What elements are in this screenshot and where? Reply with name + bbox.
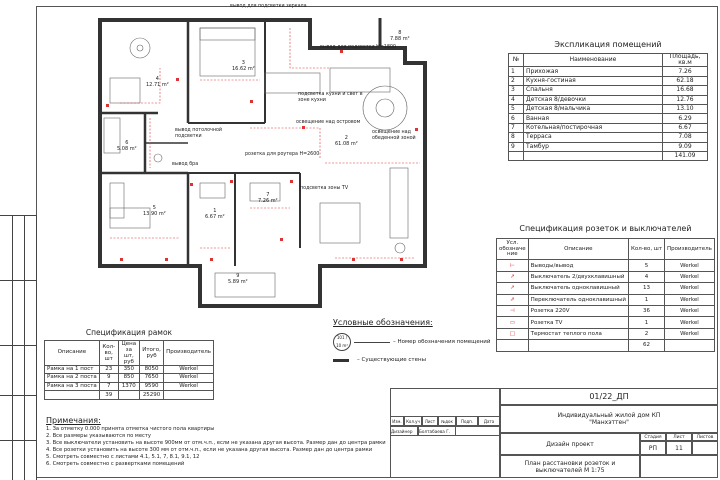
sheet-value: 11 <box>666 441 692 455</box>
table-total-row: 39 25290 <box>45 391 214 400</box>
room-tag: 7 7.26 m² <box>258 192 278 204</box>
stage-value: РП <box>640 441 666 455</box>
table-row: Рамка на 1 пост 23 350 8050 Werkel <box>45 365 214 374</box>
table-total-row <box>509 151 708 160</box>
table-row: 8 Терраса 7.08 <box>509 133 708 142</box>
room-number-symbol: 101 / 10 m² <box>333 333 351 351</box>
note-line: 6. Смотреть совместно с развертками помещений <box>46 461 185 467</box>
table-row: 2 Кухня-гостиная 62.18 <box>509 76 708 85</box>
table-row: Рамка на 2 поста 9 850 7650 Werkel <box>45 374 214 383</box>
outlet-label: розетка для роутера Н=2600 <box>245 152 320 157</box>
designer-role: Дизайнер <box>390 426 418 436</box>
room-tag: 2 61.08 m² <box>335 135 358 147</box>
title-block: Изм. Кол.уч Лист №док Подп. Дата Дизайнер Болтабаева Г. 01/22_ДП Индивидуальный жилой дом КП "Манхэттен" Дизайн проект Стадия Лист Листов РП 11 План расстановки розеток и выключателей М 1:75 <box>390 388 718 478</box>
room-tag: 1 6.67 m² <box>205 208 225 220</box>
table-total-row <box>497 340 715 351</box>
note-line: 1. За отметку 0.000 принята отметка чистого пола квартиры <box>46 426 215 432</box>
outlet-label: освещение над островом <box>296 120 361 125</box>
table-row: Рамка на 3 поста 7 1370 9590 Werkel <box>45 382 214 391</box>
outlet-label: вывод для подсветки Н=1800 <box>320 45 396 50</box>
table-row: ↗ Выключатель одноклавишный 13 Werkel <box>497 283 715 294</box>
notes-title: Примечания: <box>46 416 101 425</box>
table-row: ▭ Розетка TV 1 Werkel <box>497 317 715 328</box>
table-row: ⊢ Выводы/вывод 5 Werkel <box>497 260 715 271</box>
explication-total: 141.09 <box>663 151 708 160</box>
sheet-title: План расстановки розеток и выключателей М 1:75 <box>500 455 640 478</box>
table-row: □ Термостат теплого пола 2 Werkel <box>497 328 715 339</box>
explication-title: Экспликация помещений <box>554 40 662 50</box>
frames-table: Спецификация рамок Описание Кол-во, шт Цена за шт, руб Итого, руб Производитель Рамка на 1 пост 23 350 8050 Werkel Рамка на 2 поста 9 850 7650 Werkel Рамка на 3 поста 7 1370 9590 Werkel 39 25290 <box>44 327 214 400</box>
note-line: 2. Все размеры указываются по месту <box>46 433 151 439</box>
note-line: 4. Все розетки установить на высоте 300 мм от отм.ч.п., если не указана другая высота. Размер дан до центра рамки <box>46 447 373 453</box>
table-row: 9 Тамбур 9.09 <box>509 142 708 151</box>
legend <box>333 318 493 363</box>
table-row: 6 Ванная 6.29 <box>509 114 708 123</box>
room-tag: 9 5.89 m² <box>228 273 248 285</box>
room-tag: 6 5.08 m² <box>117 140 137 152</box>
table-row: 4 Детская 8/девочки 12.76 <box>509 95 708 104</box>
room-tag: 4 12.71 m² <box>146 76 169 88</box>
binding-strip <box>0 215 37 480</box>
project-name: Индивидуальный жилой дом КП "Манхэттен" <box>500 405 718 433</box>
sockets-table: Спецификация розеток и выключателей Усл. обозначе ние Описание Кол-во, шт Производитель ⊢ Выводы/вывод 5 Werkel ↗ Выключатель 2/двухклавишный 4 Werkel ↗ Выключатель одноклавишный 13 Werkel ⇗ Переключатель одноклавишный 1 Werkel ⊣ Розетка 220V 36 Werkel ▭ Розетка TV 1 Werkel □ Термостат теплого пола 2 Werkel 62 <box>496 222 715 352</box>
outlet-label: освещение над обеденной зоной <box>372 130 416 141</box>
table-row: ⊣ Розетка 220V 36 Werkel <box>497 305 715 316</box>
room-tag: 8 7.88 m² <box>390 30 410 42</box>
room-tag: 3 16.62 m² <box>232 60 255 72</box>
notes <box>46 417 396 468</box>
legend-item: 101 / 10 m² – Номер обозначения помещений <box>333 333 493 351</box>
floor-plan <box>90 8 510 313</box>
sockets-total: 62 <box>628 340 664 351</box>
table-row: 1 Прихожая 7.26 <box>509 67 708 76</box>
legend-item: – Существующие стены <box>333 357 493 363</box>
drawing-code: 01/22_ДП <box>500 388 718 405</box>
note-line: 5. Смотреть совместно с листами 4.1, 5.1, 7, 8.1, 9.1, 12 <box>46 454 200 460</box>
outlet-label: вывод для подсветки зеркала <box>230 4 307 9</box>
outlet-label: подсветка кухни и свет в зоне кухни <box>298 92 363 103</box>
stage-label: Дизайн проект <box>500 433 640 455</box>
note-line: 3. Все выключатели установить на высоте 900мм от отм.ч.п., если не указана другая высота. Размер дан до центра рамки <box>46 440 386 446</box>
table-row: 7 Котельная/постирочная 6.67 <box>509 123 708 132</box>
designer-name: Болтабаева Г. <box>418 426 456 436</box>
table-row: ↗ Выключатель 2/двухклавишный 4 Werkel <box>497 271 715 282</box>
table-row: ⇗ Переключатель одноклавишный 1 Werkel <box>497 294 715 305</box>
sockets-title: Спецификация розеток и выключателей <box>519 224 692 234</box>
outlet-label: подсветка зоны TV <box>300 186 349 191</box>
frames-title: Спецификация рамок <box>85 328 173 338</box>
legend-title: Условные обозначения: <box>333 318 433 327</box>
wall-symbol <box>333 359 349 362</box>
table-row: 3 Спальня 16.68 <box>509 86 708 95</box>
outlet-label: вывод бра <box>172 162 199 167</box>
outlet-label: вывод потолочной подсветки <box>175 128 223 139</box>
table-row: 5 Детская 8/мальчика 13.10 <box>509 104 708 113</box>
explication-table: Экспликация помещений № Наименование Площадь, кв.м 1 Прихожая 7.26 2 Кухня-гостиная 62.18 3 Спальня 16.68 4 Детская 8/девочки 12.76 5 Детская 8/мальчика 13.10 6 Ванная 6.29 7 Котельная/постирочная 6.67 8 Терраса 7.08 9 Тамбур 9.09 141.09 <box>508 38 708 161</box>
room-tag: 5 13.90 m² <box>143 205 166 217</box>
